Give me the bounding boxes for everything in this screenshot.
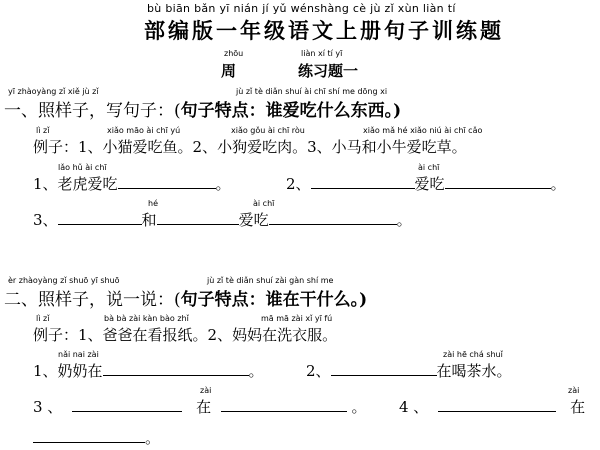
s1-q3-blank-1[interactable] [58, 211, 142, 225]
s2-q3 [33, 396, 367, 417]
s2-q4-end: 。 [145, 429, 161, 447]
s1-q2-pinyin: ài chī [418, 163, 440, 172]
s1-q2-end: 。 [550, 175, 566, 193]
section2-example: 例子：1、爸爸在看报纸。2、妈妈在洗衣服。 [33, 326, 338, 344]
s1-q3-text: 3、 [33, 211, 58, 229]
s2-q2-blank[interactable] [331, 362, 437, 376]
s2-q2-end: 在喝茶水。 [436, 362, 512, 380]
section2-heading-text: 二、照样子，说一说：( [4, 290, 181, 310]
section2-pinyin-a: èr zhàoyàng zǐ shuō yī shuō [8, 276, 120, 285]
s1-q2-blank-2[interactable] [445, 175, 551, 189]
section1-pinyin-a: yī zhàoyàng zǐ xiě jù zǐ [8, 87, 99, 96]
s2-q2-text: 2、 [306, 362, 331, 380]
section2-example-pinyin-a: lì zǐ [36, 314, 50, 323]
s1-q3 [33, 209, 412, 230]
subtitle-practice-pinyin: liàn xí tí yī [301, 49, 343, 58]
s2-q4-blank-1[interactable] [438, 398, 556, 412]
section1-heading [4, 96, 401, 121]
section1-example-pinyin-d: xiǎo mǎ hé xiǎo niú ài chī cǎo [363, 126, 483, 135]
s2-q4-pinyin: zài [568, 386, 580, 395]
s2-q4-text: 4 、 [399, 398, 429, 416]
s2-q1-end: 。 [248, 362, 264, 380]
s2-q4-cont [33, 427, 160, 448]
subtitle-practice: 练习题一 [298, 62, 359, 80]
s1-q1 [33, 173, 231, 194]
s1-q1-blank[interactable] [118, 175, 216, 189]
section2-feature: 句子特点：谁在干什么。) [180, 290, 368, 310]
s2-q1-pinyin: nǎi nai zài [58, 350, 99, 359]
section2-example-pinyin-b: bà bà zài kàn bào zhǐ [104, 314, 189, 323]
title-pinyin: bù biān bǎn yī nián jí yǔ wénshàng cè jù zǐ xùn liàn tí [147, 2, 456, 15]
s2-q1-text: 1、奶奶在 [33, 362, 103, 380]
s1-q3-pinyin-b: ài chī [253, 199, 275, 208]
section2-heading [4, 285, 367, 310]
s2-q2-pinyin: zài hē chá shuǐ [443, 350, 503, 359]
s2-q1 [33, 360, 264, 381]
s2-q3-blank-2[interactable] [221, 398, 347, 412]
section2-pinyin-b: jù zǐ tè diǎn shuí zài gàn shí me [207, 276, 334, 285]
section1-example-pinyin-b: xiǎo māo ài chī yú [107, 126, 181, 135]
section1-feature: 句子特点：谁爱吃什么东西。) [180, 101, 402, 121]
s2-q4-blank-2[interactable] [33, 429, 145, 443]
subtitle-week: 周 [221, 62, 237, 80]
section1-example: 例子：1、小猫爱吃鱼。2、小狗爱吃肉。3、小马和小牛爱吃草。 [33, 138, 467, 156]
s2-q3-blank-1[interactable] [72, 398, 182, 412]
s2-q3-end: 。 [351, 398, 367, 416]
s1-q3-blank-2[interactable] [157, 211, 239, 225]
s2-q3-pinyin: zài [200, 386, 212, 395]
s1-q1-end: 。 [215, 175, 231, 193]
s1-q1-pinyin: lǎo hǔ ài chī [58, 163, 107, 172]
s1-q3-blank-3[interactable] [269, 211, 397, 225]
s2-q3-text: 3 、 [33, 398, 63, 416]
section1-example-pinyin-c: xiǎo gǒu ài chī ròu [231, 126, 305, 135]
s2-q2 [306, 360, 512, 381]
s1-q2-blank-1[interactable] [311, 175, 415, 189]
s2-q1-blank[interactable] [103, 362, 249, 376]
s1-q3-mid1: 和 [141, 211, 157, 229]
s1-q2-text: 2、 [286, 175, 311, 193]
s1-q1-text: 1、老虎爱吃 [33, 175, 118, 193]
s1-q3-pinyin-a: hé [148, 199, 158, 208]
section1-heading-text: 一、照样子，写句子：( [4, 101, 181, 121]
s1-q3-mid2: 爱吃 [238, 211, 269, 229]
s2-q4 [399, 396, 585, 417]
s1-q2-mid: 爱吃 [414, 175, 445, 193]
page-title: 部编版一年级语文上册句子训练题 [144, 18, 504, 43]
s2-q3-mid: 在 [196, 398, 212, 416]
s1-q3-end: 。 [396, 211, 412, 229]
section1-example-pinyin-a: lì zǐ [36, 126, 50, 135]
s2-q4-mid: 在 [570, 398, 586, 416]
section2-example-pinyin-c: mā mā zài xǐ yī fú [261, 314, 333, 323]
subtitle-week-pinyin: zhōu [224, 49, 244, 58]
s1-q2 [286, 173, 566, 194]
section1-pinyin-b: jù zǐ tè diǎn shuí ài chī shí me dōng xi [236, 87, 388, 96]
